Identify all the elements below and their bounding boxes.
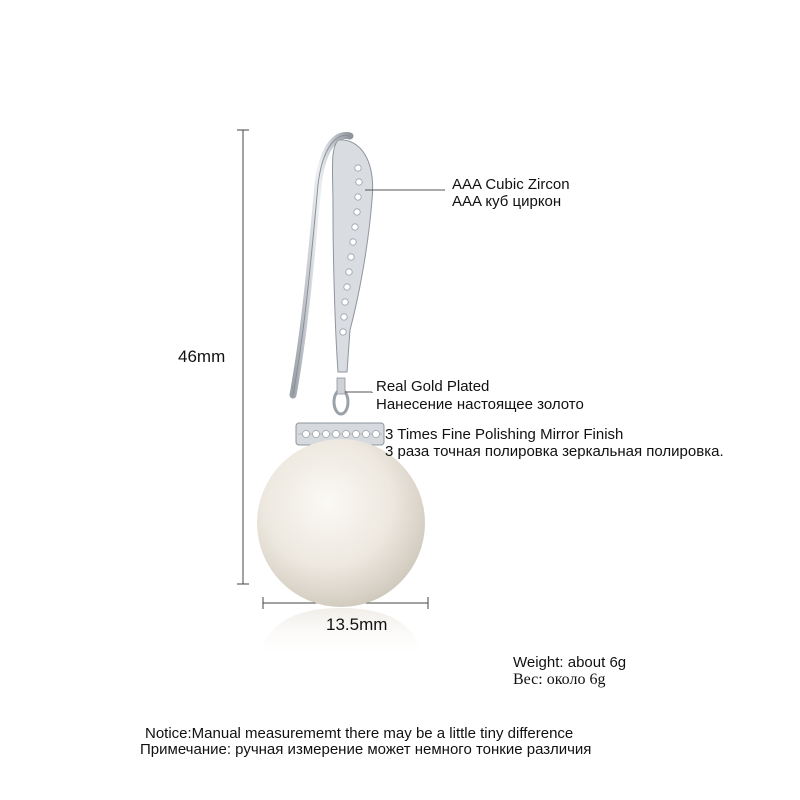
weight-en: Weight: about 6g [513,654,627,671]
plating-callout-ru: Нанесение настоящее золото [376,396,584,413]
width-label: 13.5mm [326,615,388,634]
plating-callout-en: Real Gold Plated [376,378,490,395]
zircon-callout-ru: AAA куб циркон [452,193,562,210]
height-label: 46mm [178,347,226,366]
height-dimension-line [237,130,249,584]
pearl [257,439,425,607]
notice-ru: Примечание: ручная измерение может немного тонкие различия [140,741,592,758]
notice-en: Notice:Manual measurememt there may be a little tiny difference [145,725,574,742]
zircon-callout-en: AAA Cubic Zircon [452,176,570,193]
polish-callout-en: 3 Times Fine Polishing Mirror Finish [385,426,624,443]
polish-callout-ru: 3 раза точная полировка зеркальная полировка. [385,443,724,460]
weight-ru: Вес: около 6g [513,671,606,688]
